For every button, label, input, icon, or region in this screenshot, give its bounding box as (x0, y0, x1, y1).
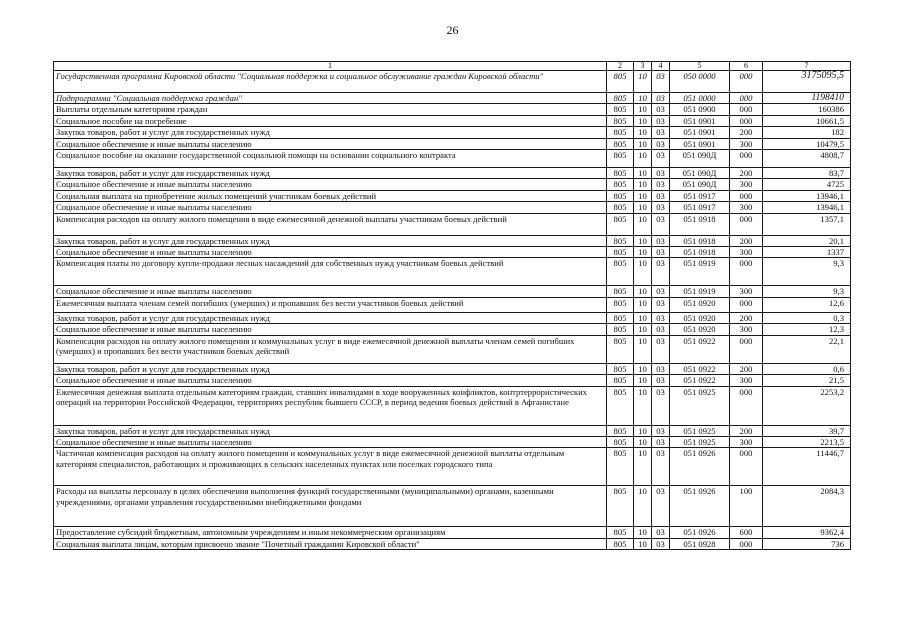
expense-type-cell: 000 (730, 115, 763, 126)
expense-type-cell: 000 (730, 190, 763, 201)
chapter-code-cell: 805 (607, 312, 634, 323)
row-name-cell: Выплаты отдельным категориям граждан (54, 104, 607, 115)
target-article-cell: 051 0901 (670, 115, 730, 126)
subsection-code-cell: 03 (652, 286, 670, 297)
section-code-cell: 10 (634, 486, 652, 527)
expense-type-cell: 100 (730, 486, 763, 527)
chapter-code-cell: 805 (607, 93, 634, 104)
section-code-cell: 10 (634, 363, 652, 374)
amount-cell: 9362,4 (763, 527, 851, 538)
subsection-code-cell: 03 (652, 297, 670, 312)
amount-cell: 21,5 (763, 375, 851, 386)
row-name-cell: Социальное обеспечение и иные выплаты населению (54, 286, 607, 297)
amount-cell: 1357,1 (763, 213, 851, 235)
target-article-cell: 051 0922 (670, 335, 730, 363)
amount-cell: 1337 (763, 247, 851, 258)
subsection-code-cell: 03 (652, 335, 670, 363)
row-name-cell: Государственная программа Кировской области "Социальная поддержка и социальное обслуживание граждан Кировской области" (54, 71, 607, 93)
row-name-cell: Подпрограмма "Социальная поддержка граждан" (54, 93, 607, 104)
target-article-cell: 051 0925 (670, 425, 730, 436)
table-row (54, 375, 851, 386)
section-code-cell: 10 (634, 258, 652, 286)
row-name-cell: Социальное обеспечение и иные выплаты населению (54, 324, 607, 335)
expense-type-cell: 200 (730, 168, 763, 179)
target-article-cell: 050 0000 (670, 71, 730, 93)
subsection-code-cell: 03 (652, 312, 670, 323)
expense-type-cell: 000 (730, 335, 763, 363)
subsection-code-cell: 03 (652, 93, 670, 104)
expense-type-cell: 300 (730, 138, 763, 149)
section-code-cell: 10 (634, 150, 652, 168)
target-article-cell: 051 090Д (670, 168, 730, 179)
section-code-cell: 10 (634, 93, 652, 104)
amount-cell: 9,3 (763, 286, 851, 297)
column-header: 5 (670, 62, 730, 71)
chapter-code-cell: 805 (607, 527, 634, 538)
section-code-cell: 10 (634, 115, 652, 126)
chapter-code-cell: 805 (607, 258, 634, 286)
row-name-cell: Ежемесячная выплата членам семей погибших (умерших) и пропавших без вести участников боевых действий (54, 297, 607, 312)
row-name-cell: Закупка товаров, работ и услуг для государственных нужд (54, 168, 607, 179)
table-row (54, 115, 851, 126)
chapter-code-cell: 805 (607, 127, 634, 138)
target-article-cell: 051 0926 (670, 527, 730, 538)
target-article-cell: 051 0901 (670, 138, 730, 149)
column-number-row (54, 62, 851, 71)
section-code-cell: 10 (634, 448, 652, 486)
subsection-code-cell: 03 (652, 486, 670, 527)
row-name-cell: Социальная выплата лицам, которым присвоено звание "Почетный гражданин Кировской области" (54, 538, 607, 549)
table-row (54, 436, 851, 447)
subsection-code-cell: 03 (652, 386, 670, 425)
chapter-code-cell: 805 (607, 448, 634, 486)
expense-type-cell: 200 (730, 312, 763, 323)
target-article-cell: 051 0925 (670, 436, 730, 447)
section-code-cell: 10 (634, 127, 652, 138)
section-code-cell: 10 (634, 71, 652, 93)
column-header: 4 (652, 62, 670, 71)
chapter-code-cell: 805 (607, 538, 634, 549)
expense-type-cell: 300 (730, 202, 763, 213)
subsection-code-cell: 03 (652, 138, 670, 149)
budget-table (53, 61, 851, 550)
table-row (54, 168, 851, 179)
expense-type-cell: 200 (730, 127, 763, 138)
table-row (54, 150, 851, 168)
row-name-cell: Социальная выплата на приобретение жилых помещений участникам боевых действий (54, 190, 607, 201)
chapter-code-cell: 805 (607, 138, 634, 149)
row-name-cell: Социальное обеспечение и иные выплаты населению (54, 247, 607, 258)
row-name-cell: Ежемесячная денежная выплата отдельным категориям граждан, ставших инвалидами в ходе вооруженных конфликтов, контртеррористических операций на территории Российской Федерации, территориях республик бывшего СССР, в период ведения боевых действий в Афганистане (54, 386, 607, 425)
expense-type-cell: 000 (730, 213, 763, 235)
subsection-code-cell: 03 (652, 179, 670, 190)
amount-cell: 4808,7 (763, 150, 851, 168)
table-row (54, 312, 851, 323)
target-article-cell: 051 0920 (670, 324, 730, 335)
column-header: 3 (634, 62, 652, 71)
target-article-cell: 051 0917 (670, 202, 730, 213)
section-code-cell: 10 (634, 213, 652, 235)
section-code-cell: 10 (634, 286, 652, 297)
expense-type-cell: 600 (730, 527, 763, 538)
table-row (54, 127, 851, 138)
section-code-cell: 10 (634, 538, 652, 549)
row-name-cell: Закупка товаров, работ и услуг для государственных нужд (54, 425, 607, 436)
row-name-cell: Социальное пособие на погребение (54, 115, 607, 126)
table-row (54, 538, 851, 549)
expense-type-cell: 000 (730, 386, 763, 425)
subsection-code-cell: 03 (652, 71, 670, 93)
subsection-code-cell: 03 (652, 127, 670, 138)
section-code-cell: 10 (634, 436, 652, 447)
chapter-code-cell: 805 (607, 386, 634, 425)
amount-cell: 4725 (763, 179, 851, 190)
subsection-code-cell: 03 (652, 202, 670, 213)
target-article-cell: 051 0918 (670, 235, 730, 246)
row-name-cell: Закупка товаров, работ и услуг для государственных нужд (54, 363, 607, 374)
expense-type-cell: 300 (730, 375, 763, 386)
chapter-code-cell: 805 (607, 115, 634, 126)
subsection-code-cell: 03 (652, 425, 670, 436)
target-article-cell: 051 0920 (670, 312, 730, 323)
amount-cell: 736 (763, 538, 851, 549)
subsection-code-cell: 03 (652, 363, 670, 374)
section-code-cell: 10 (634, 527, 652, 538)
table-row (54, 179, 851, 190)
expense-type-cell: 200 (730, 425, 763, 436)
amount-cell: 182 (763, 127, 851, 138)
amount-cell: 0,3 (763, 312, 851, 323)
chapter-code-cell: 805 (607, 247, 634, 258)
section-code-cell: 10 (634, 104, 652, 115)
chapter-code-cell: 805 (607, 436, 634, 447)
section-code-cell: 10 (634, 190, 652, 201)
table-row (54, 448, 851, 486)
section-code-cell: 10 (634, 179, 652, 190)
column-header: 7 (763, 62, 851, 71)
amount-cell: 2213,5 (763, 436, 851, 447)
target-article-cell: 051 0918 (670, 247, 730, 258)
section-code-cell: 10 (634, 386, 652, 425)
target-article-cell: 051 0928 (670, 538, 730, 549)
amount-cell: 39,7 (763, 425, 851, 436)
subsection-code-cell: 03 (652, 150, 670, 168)
section-code-cell: 10 (634, 324, 652, 335)
target-article-cell: 051 0901 (670, 127, 730, 138)
chapter-code-cell: 805 (607, 335, 634, 363)
row-name-cell: Компенсация платы по договору купли-продажи лесных насаждений для собственных нужд участникам боевых действий (54, 258, 607, 286)
expense-type-cell: 000 (730, 538, 763, 549)
table-row (54, 335, 851, 363)
table-row (54, 138, 851, 149)
amount-cell: 0,6 (763, 363, 851, 374)
target-article-cell: 051 0918 (670, 213, 730, 235)
amount-cell: 20,1 (763, 235, 851, 246)
table-row (54, 425, 851, 436)
table-row (54, 235, 851, 246)
expense-type-cell: 000 (730, 71, 763, 93)
subsection-code-cell: 03 (652, 235, 670, 246)
amount-cell: 2084,3 (763, 486, 851, 527)
section-code-cell: 10 (634, 297, 652, 312)
target-article-cell: 051 0917 (670, 190, 730, 201)
chapter-code-cell: 805 (607, 202, 634, 213)
amount-cell: 12,6 (763, 297, 851, 312)
subsection-code-cell: 03 (652, 538, 670, 549)
row-name-cell: Закупка товаров, работ и услуг для государственных нужд (54, 312, 607, 323)
column-header: 1 (54, 62, 607, 71)
amount-cell: 160386 (763, 104, 851, 115)
table-row (54, 93, 851, 104)
expense-type-cell: 000 (730, 93, 763, 104)
amount-cell: 9,3 (763, 258, 851, 286)
table-row (54, 213, 851, 235)
chapter-code-cell: 805 (607, 104, 634, 115)
amount-cell: 13946,1 (763, 202, 851, 213)
expense-type-cell: 300 (730, 436, 763, 447)
table-row (54, 363, 851, 374)
chapter-code-cell: 805 (607, 286, 634, 297)
amount-cell: 1198410 (763, 93, 851, 104)
row-name-cell: Социальное пособие на оказание государственной социальной помощи на основании социального контракта (54, 150, 607, 168)
expense-type-cell: 000 (730, 150, 763, 168)
column-header: 6 (730, 62, 763, 71)
subsection-code-cell: 03 (652, 258, 670, 286)
row-name-cell: Социальное обеспечение и иные выплаты населению (54, 138, 607, 149)
chapter-code-cell: 805 (607, 71, 634, 93)
column-header: 2 (607, 62, 634, 71)
chapter-code-cell: 805 (607, 425, 634, 436)
target-article-cell: 051 090Д (670, 179, 730, 190)
section-code-cell: 10 (634, 335, 652, 363)
row-name-cell: Расходы на выплаты персоналу в целях обеспечения выполнения функций государственными (муниципальными) органами, казенными учреждениями, органами управления государственными внебюджетными фондами (54, 486, 607, 527)
section-code-cell: 10 (634, 202, 652, 213)
table-row (54, 202, 851, 213)
section-code-cell: 10 (634, 138, 652, 149)
table-row (54, 286, 851, 297)
table-row (54, 486, 851, 527)
row-name-cell: Социальное обеспечение и иные выплаты населению (54, 202, 607, 213)
row-name-cell: Компенсация расходов на оплату жилого помещения в виде ежемесячной денежной выплаты участникам боевых действий (54, 213, 607, 235)
expense-type-cell: 300 (730, 324, 763, 335)
expense-type-cell: 300 (730, 286, 763, 297)
table-row (54, 104, 851, 115)
target-article-cell: 051 0919 (670, 258, 730, 286)
chapter-code-cell: 805 (607, 363, 634, 374)
subsection-code-cell: 03 (652, 324, 670, 335)
table-row (54, 297, 851, 312)
section-code-cell: 10 (634, 168, 652, 179)
row-name-cell: Социальное обеспечение и иные выплаты населению (54, 179, 607, 190)
expense-type-cell: 000 (730, 448, 763, 486)
row-name-cell: Социальное обеспечение и иные выплаты населению (54, 375, 607, 386)
row-name-cell: Закупка товаров, работ и услуг для государственных нужд (54, 127, 607, 138)
row-name-cell: Компенсация расходов на оплату жилого помещения и коммунальных услуг в виде ежемесячной денежной выплаты членам семей погибших (умерших) и пропавших без вести участников боевых действий (54, 335, 607, 363)
expense-type-cell: 000 (730, 258, 763, 286)
chapter-code-cell: 805 (607, 168, 634, 179)
row-name-cell: Закупка товаров, работ и услуг для государственных нужд (54, 235, 607, 246)
section-code-cell: 10 (634, 425, 652, 436)
row-name-cell: Предоставление субсидий бюджетным, автономным учреждениям и иным некоммерческим организациям (54, 527, 607, 538)
target-article-cell: 051 0926 (670, 448, 730, 486)
table-row (54, 247, 851, 258)
subsection-code-cell: 03 (652, 104, 670, 115)
subsection-code-cell: 03 (652, 375, 670, 386)
target-article-cell: 051 0920 (670, 297, 730, 312)
chapter-code-cell: 805 (607, 235, 634, 246)
table-row (54, 190, 851, 201)
section-code-cell: 10 (634, 247, 652, 258)
chapter-code-cell: 805 (607, 213, 634, 235)
subsection-code-cell: 03 (652, 168, 670, 179)
table-row (54, 258, 851, 286)
subsection-code-cell: 03 (652, 247, 670, 258)
target-article-cell: 051 0000 (670, 93, 730, 104)
expense-type-cell: 000 (730, 104, 763, 115)
chapter-code-cell: 805 (607, 190, 634, 201)
row-name-cell: Частичная компенсация расходов на оплату жилого помещения и коммунальных услуг в виде ежемесячной денежной выплаты отдельным категориям специалистов, работающих и проживающих в сельских населенных пунктах или поселках городского типа (54, 448, 607, 486)
target-article-cell: 051 0926 (670, 486, 730, 527)
subsection-code-cell: 03 (652, 190, 670, 201)
subsection-code-cell: 03 (652, 115, 670, 126)
section-code-cell: 10 (634, 375, 652, 386)
page-number: 26 (446, 23, 459, 37)
chapter-code-cell: 805 (607, 150, 634, 168)
chapter-code-cell: 805 (607, 375, 634, 386)
target-article-cell: 051 0925 (670, 386, 730, 425)
chapter-code-cell: 805 (607, 297, 634, 312)
target-article-cell: 051 0922 (670, 375, 730, 386)
table-row (54, 527, 851, 538)
expense-type-cell: 200 (730, 235, 763, 246)
amount-cell: 10661,5 (763, 115, 851, 126)
amount-cell: 22,1 (763, 335, 851, 363)
section-code-cell: 10 (634, 312, 652, 323)
expense-type-cell: 300 (730, 179, 763, 190)
expense-type-cell: 200 (730, 363, 763, 374)
chapter-code-cell: 805 (607, 324, 634, 335)
section-code-cell: 10 (634, 235, 652, 246)
amount-cell: 12,3 (763, 324, 851, 335)
subsection-code-cell: 03 (652, 213, 670, 235)
table-row (54, 71, 851, 93)
table-row (54, 386, 851, 425)
target-article-cell: 051 0922 (670, 363, 730, 374)
amount-cell: 10479,5 (763, 138, 851, 149)
chapter-code-cell: 805 (607, 486, 634, 527)
amount-cell: 3175095,5 (763, 71, 851, 93)
table-row (54, 324, 851, 335)
subsection-code-cell: 03 (652, 527, 670, 538)
amount-cell: 11446,7 (763, 448, 851, 486)
target-article-cell: 051 0900 (670, 104, 730, 115)
expense-type-cell: 000 (730, 297, 763, 312)
amount-cell: 83,7 (763, 168, 851, 179)
subsection-code-cell: 03 (652, 448, 670, 486)
row-name-cell: Социальное обеспечение и иные выплаты населению (54, 436, 607, 447)
amount-cell: 13946,1 (763, 190, 851, 201)
amount-cell: 2253,2 (763, 386, 851, 425)
expense-type-cell: 300 (730, 247, 763, 258)
subsection-code-cell: 03 (652, 436, 670, 447)
target-article-cell: 051 0919 (670, 286, 730, 297)
target-article-cell: 051 090Д (670, 150, 730, 168)
chapter-code-cell: 805 (607, 179, 634, 190)
